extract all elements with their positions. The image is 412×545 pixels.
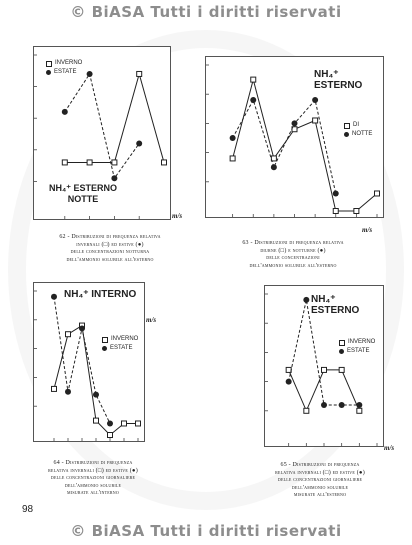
data-point-square xyxy=(112,160,117,165)
caption-line: 63 - Distribuzioni di frequenza relativa xyxy=(242,240,344,246)
caption-line: diurne (□) e notturne (●) xyxy=(260,247,326,254)
caption-line: delle concentrazioni giornaliere xyxy=(277,477,363,483)
figure-62-xlabel: m/s xyxy=(172,212,183,220)
caption-line: 65 - Distribuzioni di frequenza xyxy=(280,462,360,468)
data-point-square xyxy=(66,332,71,337)
data-point-square xyxy=(354,209,359,214)
figure-62-caption xyxy=(35,234,185,264)
figure-63-caption xyxy=(218,240,368,270)
figure-65-caption xyxy=(250,462,390,500)
data-point-square xyxy=(122,421,127,426)
square-marker-icon xyxy=(339,340,345,346)
data-point-square xyxy=(333,209,338,214)
data-point-dot xyxy=(292,120,298,126)
dot-marker-icon xyxy=(46,70,51,75)
figure-64-plot xyxy=(34,283,144,441)
caption-line: misurate all'esterno xyxy=(293,492,347,498)
caption-line: 64 - Distribuzioni di frequenza xyxy=(53,460,133,466)
data-point-square xyxy=(137,71,142,76)
figure-64-caption xyxy=(28,460,158,498)
data-point-square xyxy=(357,408,362,413)
data-point-dot xyxy=(136,140,142,146)
data-point-square xyxy=(322,367,327,372)
data-point-square xyxy=(136,421,141,426)
data-point-dot xyxy=(230,135,236,141)
data-point-dot xyxy=(312,97,318,103)
title-line: NH₄⁺ ESTERNO xyxy=(48,183,118,193)
caption-line: 62 - Distribuzioni di frequenza relativa xyxy=(59,234,161,240)
data-point-square xyxy=(162,160,167,165)
caption-line: delle concentrazioni notturna xyxy=(70,249,150,255)
data-point-square xyxy=(313,118,318,123)
legend-label: INVERNO xyxy=(55,60,83,66)
caption-line: dell'ammonio solubile all'esterno xyxy=(66,256,154,263)
caption-line: misurate all'interno xyxy=(67,490,119,496)
data-point-dot xyxy=(79,325,85,331)
figure-63-title: NH₄⁺ ESTERNO xyxy=(314,69,363,91)
data-point-dot xyxy=(356,402,362,408)
legend-label: INVERNO xyxy=(111,336,139,342)
figure-62-chart xyxy=(33,46,171,220)
data-point-square xyxy=(375,191,380,196)
data-point-dot xyxy=(51,294,57,300)
watermark-bottom: © BiASA Tutti i diritti riservati xyxy=(70,522,342,540)
data-point-square xyxy=(62,160,67,165)
caption-line: delle concentrazioni xyxy=(266,255,320,261)
dot-marker-icon xyxy=(339,349,344,354)
caption-line: relativa invernali (□) ed estive (●) xyxy=(275,469,365,476)
data-point-square xyxy=(94,418,99,423)
caption-line: dell'ammonio solubile xyxy=(64,482,122,489)
data-point-dot xyxy=(271,164,277,170)
data-point-square xyxy=(108,433,113,438)
caption-line: dell'ammonio solubile all'esterno xyxy=(249,262,337,269)
figure-63-legend xyxy=(344,121,372,139)
data-point-dot xyxy=(321,402,327,408)
series-line-summer xyxy=(54,297,110,424)
legend-label: ESTATE xyxy=(347,348,370,354)
figure-63-xlabel: m/s xyxy=(362,226,373,234)
data-point-square xyxy=(230,156,235,161)
data-point-dot xyxy=(333,190,339,196)
legend-label: INVERNO xyxy=(348,339,376,345)
figure-64-chart xyxy=(33,282,145,442)
data-point-dot xyxy=(286,379,292,385)
legend-label: ESTATE xyxy=(54,69,77,75)
data-point-square xyxy=(304,408,309,413)
caption-line: delle concentrazioni giornaliere xyxy=(50,475,136,481)
dot-marker-icon xyxy=(344,132,349,137)
title-line: NOTTE xyxy=(67,194,99,204)
data-point-square xyxy=(251,77,256,82)
square-marker-icon xyxy=(344,123,350,129)
data-point-dot xyxy=(87,71,93,77)
data-point-dot xyxy=(250,97,256,103)
data-point-square xyxy=(339,367,344,372)
series-line-summer xyxy=(233,100,336,193)
data-point-dot xyxy=(93,392,99,398)
figure-65-xlabel: m/s xyxy=(384,444,395,452)
data-point-dot xyxy=(303,297,309,303)
caption-line: dell'ammonio solubile xyxy=(291,484,349,491)
legend-label: ESTATE xyxy=(110,345,133,351)
data-point-dot xyxy=(65,389,71,395)
data-point-dot xyxy=(62,109,68,115)
series-line-winter xyxy=(65,74,164,162)
page-number: 98 xyxy=(22,504,34,515)
data-point-square xyxy=(52,386,57,391)
data-point-dot xyxy=(107,420,113,426)
legend-label: DI xyxy=(353,122,359,128)
figure-64-legend xyxy=(102,335,138,353)
figure-64-xlabel: m/s xyxy=(146,316,157,324)
figure-63-chart xyxy=(205,56,384,218)
legend-label: NOTTE xyxy=(352,131,373,137)
data-point-dot xyxy=(339,402,345,408)
figure-64-title: NH₄⁺ INTERNO xyxy=(64,289,137,300)
figure-65-legend xyxy=(339,338,375,356)
square-marker-icon xyxy=(46,61,52,67)
caption-line: invernali (□) ed estive (●) xyxy=(76,241,144,248)
dot-marker-icon xyxy=(102,346,107,351)
figure-65-title: NH₄⁺ ESTERNO xyxy=(311,294,360,316)
data-point-dot xyxy=(111,175,117,181)
caption-line: relativa invernali (□) ed estive (●) xyxy=(48,467,138,474)
figure-62-title xyxy=(48,183,118,205)
square-marker-icon xyxy=(102,337,108,343)
figure-62-legend xyxy=(46,59,82,77)
watermark-top: © BiASA Tutti i diritti riservati xyxy=(70,3,342,21)
figure-65-chart xyxy=(264,285,384,447)
data-point-square xyxy=(87,160,92,165)
